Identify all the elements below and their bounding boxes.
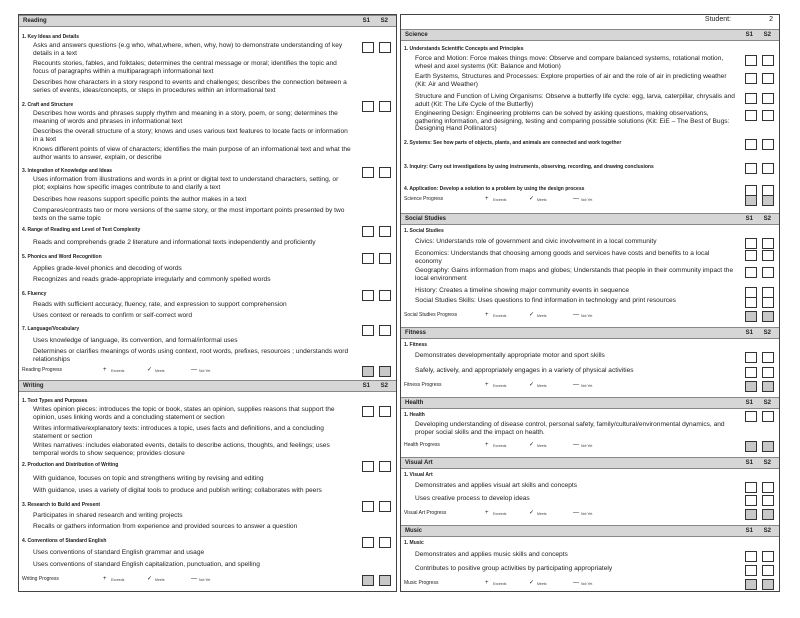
subsection-title: 1. Music (404, 540, 424, 546)
semester-2-label: S2 (763, 528, 771, 534)
check-legend-label: Meets (537, 198, 547, 202)
checkbox-pair (401, 495, 779, 506)
semester-1-checkbox[interactable] (745, 163, 757, 174)
semester-2-checkbox[interactable] (762, 93, 774, 104)
semester-1-checkbox[interactable] (745, 565, 757, 576)
progress-label: Visual Art Progress (404, 510, 447, 516)
standard-item: Knows different points of view of characters; identifies the main purpose of an informational text and what the author wants to answer, explain, or describe (33, 146, 351, 161)
semester-2-checkbox[interactable] (762, 139, 774, 150)
section-header-visual (401, 457, 779, 469)
checkbox-pair (401, 250, 779, 261)
section-title: Science (405, 32, 428, 38)
plus-legend-label: Exceeds (111, 578, 125, 582)
section-title: Health (405, 400, 424, 406)
plus-legend-label: Exceeds (493, 582, 507, 586)
section-title: Music (405, 528, 423, 534)
section-header-music (401, 525, 779, 537)
semester-2-checkbox[interactable] (379, 366, 391, 377)
subsection-title: 1. Understands Scientific Concepts and Principles (404, 46, 524, 52)
plus-icon: + (103, 367, 107, 373)
section-header-social (401, 213, 779, 225)
checkbox-pair (401, 195, 779, 206)
semester-1-label: S1 (362, 18, 370, 24)
dash-icon: — (573, 442, 579, 448)
standard-item: Demonstrates developmentally appropriate motor and sport skills (415, 352, 605, 359)
check-legend-label: Meets (537, 512, 547, 516)
progress-label: Writing Progress (22, 576, 59, 582)
semester-2-checkbox[interactable] (762, 311, 774, 322)
progress-label: Health Progress (404, 442, 440, 448)
checkbox-pair (19, 366, 396, 377)
semester-1-checkbox[interactable] (745, 93, 757, 104)
subsection-title: 1. Visual Art (404, 472, 433, 478)
checkbox-pair (401, 579, 779, 590)
semester-2-checkbox[interactable] (762, 238, 774, 249)
semester-1-checkbox[interactable] (745, 250, 757, 261)
standard-item: Safely, actively, and appropriately engages in a variety of physical activities (415, 367, 634, 374)
semester-1-checkbox[interactable] (362, 226, 374, 237)
semester-2-checkbox[interactable] (762, 55, 774, 66)
check-legend-label: Meets (155, 369, 165, 373)
subsection-title: 1. Fitness (404, 342, 428, 348)
dash-icon: — (573, 580, 579, 586)
standard-item: Writes informative/explanatory texts: introduces a topic, uses facts and definitions, and a concluding statement or section (33, 425, 324, 440)
plus-legend-label: Exceeds (493, 314, 507, 318)
semester-2-checkbox[interactable] (762, 352, 774, 363)
checkbox-pair (401, 297, 779, 308)
semester-2-checkbox[interactable] (762, 495, 774, 506)
progress-label: Reading Progress (22, 367, 63, 373)
section-title: Fitness (405, 330, 427, 336)
checkbox-pair (401, 267, 779, 278)
check-icon: ✓ (529, 196, 535, 202)
progress-label: Social Studies Progress (404, 312, 458, 318)
semester-2-label: S2 (763, 460, 771, 466)
check-icon: ✓ (529, 382, 535, 388)
semester-2-checkbox[interactable] (762, 267, 774, 278)
semester-2-label: S2 (380, 18, 388, 24)
subsection-title: 5. Phonics and Word Recognition (22, 254, 102, 260)
semester-2-label: S2 (763, 32, 771, 38)
standard-item: Earth Systems, Structures and Processes: Explore properties of air and the role of air in predicting weather (Kit: Air and Weather) (415, 73, 727, 88)
dash-legend-label: Not Yet (199, 369, 211, 373)
semester-1-checkbox[interactable] (745, 482, 757, 493)
dash-icon: — (191, 367, 197, 373)
semester-1-checkbox[interactable] (362, 42, 374, 53)
semester-1-checkbox[interactable] (745, 551, 757, 562)
subsection-title: 6. Fluency (22, 291, 47, 297)
semester-2-checkbox[interactable] (762, 565, 774, 576)
checkbox-pair (401, 163, 779, 174)
semester-1-label: S1 (745, 528, 753, 534)
standard-item: Reads and comprehends grade 2 literature and informational texts independently and proficiently (33, 239, 316, 246)
semester-1-label: S1 (745, 460, 753, 466)
checkbox-pair (401, 482, 779, 493)
checkbox-pair (401, 238, 779, 249)
semester-2-checkbox[interactable] (762, 195, 774, 206)
subsection-title: 7. Language/Vocabulary (22, 326, 80, 332)
checkbox-pair (19, 406, 396, 417)
check-legend-label: Meets (537, 444, 547, 448)
plus-icon: + (485, 442, 489, 448)
section-title: Social Studies (405, 216, 447, 222)
page-number: 2 (769, 16, 773, 23)
semester-1-checkbox[interactable] (745, 73, 757, 84)
left-content (19, 15, 396, 591)
standard-item: Describes how characters in a story respond to events and challenges; describes the connection between a series of events, ideas/concepts, or steps in procedures within an informational text (33, 79, 347, 94)
dash-icon: — (573, 312, 579, 318)
standard-item: Civics: Understands role of government and civic involvement in a local community (415, 238, 657, 245)
semester-1-checkbox[interactable] (745, 509, 757, 520)
section-header-writing (19, 380, 396, 392)
plus-legend-label: Exceeds (493, 444, 507, 448)
standard-item: Force and Motion: Force makes things move: Observe and compare balanced systems, rotational motion, wheel and axel systems (Kit: Balance and Motion) (415, 55, 724, 70)
section-header-health (401, 397, 779, 409)
right-column (400, 14, 780, 592)
standard-item: Uses conventions of standard English capitalization, punctuation, and spelling (33, 561, 260, 568)
standard-item: Reads with sufficient accuracy, fluency, rate, and expression to support comprehension (33, 301, 287, 308)
standard-item: Recognizes and reads grade-appropriate irregularly and commonly spelled words (33, 276, 271, 283)
check-icon: ✓ (529, 580, 535, 586)
standard-item: Demonstrates and applies visual art skills and concepts (415, 482, 577, 489)
check-icon: ✓ (147, 367, 153, 373)
semester-1-checkbox[interactable] (362, 290, 374, 301)
semester-1-checkbox[interactable] (745, 352, 757, 363)
semester-2-checkbox[interactable] (379, 575, 391, 586)
semester-2-label: S2 (763, 330, 771, 336)
checkbox-pair (401, 311, 779, 322)
semester-2-checkbox[interactable] (379, 461, 391, 472)
standard-item: Geography: Gains information from maps and globes; Understands that people in their community impact the local environment (415, 267, 734, 282)
plus-icon: + (485, 196, 489, 202)
standard-item: Social Studies Skills: Uses questions to find information in technology and print resources (415, 297, 676, 304)
semester-2-checkbox[interactable] (379, 290, 391, 301)
checkbox-pair (401, 565, 779, 576)
plus-icon: + (485, 510, 489, 516)
checkbox-pair (19, 461, 396, 472)
check-legend-label: Meets (155, 578, 165, 582)
semester-1-checkbox[interactable] (745, 495, 757, 506)
semester-2-label: S2 (763, 216, 771, 222)
standard-item: Participates in shared research and writing projects (33, 512, 183, 519)
plus-legend-label: Exceeds (493, 384, 507, 388)
checkbox-pair (401, 509, 779, 520)
semester-1-checkbox[interactable] (745, 238, 757, 249)
dash-legend-label: Not Yet (581, 444, 593, 448)
checkbox-pair (401, 551, 779, 562)
progress-label: Music Progress (404, 580, 439, 586)
checkbox-pair (19, 575, 396, 586)
left-column (18, 14, 397, 592)
checkbox-pair (19, 42, 396, 53)
subsection-title: 4. Application: Develop a solution to a problem by using the design process (404, 186, 585, 192)
checkbox-pair (401, 381, 779, 392)
subsection-title: 4. Conventions of Standard English (22, 538, 107, 544)
checkbox-pair (19, 290, 396, 301)
standard-item: With guidance, focuses on topic and strengthens writing by revising and editing (33, 475, 264, 482)
standard-item: Uses information from illustrations and words in a print or digital text to understand characters, setting, or plot; explains how specific images contribute to and clarify a text (33, 176, 339, 191)
standard-item: Describes how words and phrases supply rhythm and meaning in a story, poem, or song; determines the meaning of words and phrases in informational text (33, 110, 338, 125)
student-label: Student: (704, 16, 731, 23)
semester-2-checkbox[interactable] (379, 406, 391, 417)
checkbox-pair (19, 501, 396, 512)
dash-legend-label: Not Yet (581, 314, 593, 318)
semester-1-checkbox[interactable] (745, 297, 757, 308)
section-title: Writing (23, 383, 44, 389)
section-header-reading (19, 15, 396, 27)
plus-icon: + (103, 576, 107, 582)
check-icon: ✓ (147, 576, 153, 582)
semester-2-checkbox[interactable] (379, 325, 391, 336)
check-legend-label: Meets (537, 384, 547, 388)
checkbox-pair (401, 139, 779, 150)
right-content (401, 15, 779, 591)
checkbox-pair (401, 110, 779, 121)
semester-1-checkbox[interactable] (362, 366, 374, 377)
check-legend-label: Meets (537, 582, 547, 586)
plus-legend-label: Exceeds (493, 512, 507, 516)
dash-icon: — (191, 576, 197, 582)
standard-item: Describes the overall structure of a story; knows and uses various text features to locate facts or information in a text (33, 128, 348, 143)
semester-2-checkbox[interactable] (762, 551, 774, 562)
plus-icon: + (485, 312, 489, 318)
semester-2-checkbox[interactable] (762, 441, 774, 452)
semester-1-checkbox[interactable] (362, 325, 374, 336)
semester-1-checkbox[interactable] (362, 253, 374, 264)
semester-2-checkbox[interactable] (762, 381, 774, 392)
standard-item: Recalls or gathers information from experience and provided sources to answer a question (33, 523, 298, 530)
semester-2-checkbox[interactable] (762, 482, 774, 493)
checkbox-pair (401, 73, 779, 84)
dash-legend-label: Not Yet (199, 578, 211, 582)
standard-item: Structure and Function of Living Organisms: Observe a butterfly life cycle: egg, larva, caterpillar, chrysalis and adult (Kit: The Life Cycle of the Butterfly) (415, 93, 735, 108)
semester-1-label: S1 (745, 400, 753, 406)
standard-item: Compares/contrasts two or more versions of the same story, or the most important points presented by two texts on the same topic (33, 207, 345, 222)
semester-1-checkbox[interactable] (362, 461, 374, 472)
semester-1-checkbox[interactable] (362, 575, 374, 586)
semester-2-checkbox[interactable] (762, 297, 774, 308)
standard-item: Asks and answers questions (e.g who, what,where, when, why, how) to demonstrate understanding of key details in a text (33, 42, 343, 57)
standard-item: Recounts stories, fables, and folktales; determines the central message or moral; identifies the topic and focus of paragraphs within a multiparagraph informational text (33, 60, 337, 75)
semester-1-label: S1 (745, 330, 753, 336)
dash-icon: — (573, 510, 579, 516)
semester-2-checkbox[interactable] (379, 501, 391, 512)
semester-1-checkbox[interactable] (745, 110, 757, 121)
plus-legend-label: Exceeds (111, 369, 125, 373)
plus-legend-label: Exceeds (493, 198, 507, 202)
section-title: Visual Art (405, 460, 433, 466)
subsection-title: 1. Health (404, 412, 425, 418)
standard-item: Contributes to positive group activities by participating appropriately (415, 565, 613, 572)
semester-2-checkbox[interactable] (379, 226, 391, 237)
semester-2-checkbox[interactable] (762, 73, 774, 84)
semester-2-checkbox[interactable] (379, 42, 391, 53)
check-icon: ✓ (529, 312, 535, 318)
standard-item: Developing understanding of disease control, personal safety, family/cultural/environmental dynamics, and proper social skills and the impact on health. (415, 421, 725, 436)
semester-1-checkbox[interactable] (362, 501, 374, 512)
semester-2-label: S2 (763, 400, 771, 406)
semester-1-checkbox[interactable] (745, 139, 757, 150)
semester-1-checkbox[interactable] (745, 367, 757, 378)
check-icon: ✓ (529, 510, 535, 516)
semester-2-checkbox[interactable] (762, 367, 774, 378)
section-header-science (401, 29, 779, 41)
semester-2-checkbox[interactable] (379, 537, 391, 548)
standard-item: Applies grade-level phonics and decoding of words (33, 265, 182, 272)
standard-item: With guidance, uses a variety of digital tools to produce and publish writing; collaborates with peers (33, 487, 322, 494)
subsection-title: 1. Social Studies (404, 228, 444, 234)
subsection-title: 3. Inquiry: Carry out investigations by using instruments, observing, recording, and drawing conclusions (404, 164, 654, 170)
checkbox-pair (19, 325, 396, 336)
semester-2-checkbox[interactable] (762, 163, 774, 174)
semester-1-checkbox[interactable] (745, 55, 757, 66)
checkbox-pair (401, 367, 779, 378)
dash-legend-label: Not Yet (581, 198, 593, 202)
section-title: Reading (23, 18, 47, 24)
standard-item: Economics: Understands that choosing among goods and services have costs and benefits to a local economy (415, 250, 710, 265)
standard-item: Describes how reasons support specific points the author makes in a text (33, 196, 247, 203)
checkbox-pair (401, 441, 779, 452)
subsection-title: 2. Craft and Structure (22, 102, 74, 108)
dash-legend-label: Not Yet (581, 582, 593, 586)
checkbox-pair (19, 253, 396, 264)
checkbox-pair (401, 93, 779, 104)
dash-icon: — (573, 382, 579, 388)
standard-item: Demonstrates and applies music skills and concepts (415, 551, 568, 558)
semester-2-checkbox[interactable] (762, 110, 774, 121)
standard-item: Uses context or rereads to confirm or self-correct word (33, 312, 193, 319)
dash-icon: — (573, 196, 579, 202)
semester-2-label: S2 (380, 383, 388, 389)
semester-1-checkbox[interactable] (745, 579, 757, 590)
dash-legend-label: Not Yet (581, 512, 593, 516)
standard-item: Engineering Design: Engineering problems can be solved by asking questions, making observations, gathering information, and designing, testing and comparing possible solutions (Kit: EiE – The Best of Bugs: Designing Hand Pollinators) (415, 110, 730, 133)
check-icon: ✓ (529, 442, 535, 448)
plus-icon: + (485, 580, 489, 586)
subsection-title: 1. Text Types and Purposes (22, 398, 88, 404)
standard-item: History: Creates a timeline showing major community events in sequence (415, 287, 630, 294)
semester-1-checkbox[interactable] (745, 195, 757, 206)
semester-2-checkbox[interactable] (762, 250, 774, 261)
progress-label: Fitness Progress (404, 382, 442, 388)
plus-icon: + (485, 382, 489, 388)
subsection-title: 3. Research to Build and Present (22, 502, 101, 508)
semester-2-checkbox[interactable] (762, 579, 774, 590)
subsection-title: 4. Range of Reading and Level of Text Complexity (22, 227, 141, 233)
semester-1-checkbox[interactable] (745, 267, 757, 278)
check-legend-label: Meets (537, 314, 547, 318)
standard-item: Uses conventions of standard English grammar and usage (33, 549, 205, 556)
semester-1-label: S1 (362, 383, 370, 389)
semester-2-checkbox[interactable] (762, 509, 774, 520)
dash-legend-label: Not Yet (581, 384, 593, 388)
subsection-title: 2. Production and Distribution of Writing (22, 462, 119, 468)
semester-1-checkbox[interactable] (362, 406, 374, 417)
subsection-title: 1. Key Ideas and Details (22, 34, 79, 40)
standard-item: Uses creative process to develop ideas (415, 495, 530, 502)
semester-1-label: S1 (745, 32, 753, 38)
standard-item: Determines or clarifies meanings of words using context, root words, prefixes, resources ; understands word relationships (33, 348, 349, 363)
standard-item: Uses knowledge of language, its convention, and formal/informal uses (33, 337, 238, 344)
checkbox-pair (401, 55, 779, 66)
semester-2-checkbox[interactable] (379, 253, 391, 264)
semester-1-checkbox[interactable] (745, 441, 757, 452)
checkbox-pair (19, 226, 396, 237)
semester-1-checkbox[interactable] (745, 381, 757, 392)
semester-1-checkbox[interactable] (362, 537, 374, 548)
checkbox-pair (401, 352, 779, 363)
subsection-title: 3. Integration of Knowledge and Ideas (22, 168, 113, 174)
semester-1-label: S1 (745, 216, 753, 222)
progress-label: Science Progress (404, 196, 444, 202)
standard-item: Writes narratives: includes elaborated events, details to describe actions, thoughts, and feelings; uses temporal words to show sequence; provides closure (33, 442, 330, 457)
standard-item: Writes opinion pieces: introduces the topic or book, states an opinion, supplies reasons that support the opinion, uses linking words and a concluding statement or section (33, 406, 335, 421)
section-header-fitness (401, 327, 779, 339)
subsection-title: 2. Systems: See how parts of objects, plants, and animals are connected and work together (404, 140, 622, 146)
semester-1-checkbox[interactable] (745, 311, 757, 322)
student-header (401, 15, 779, 25)
checkbox-pair (19, 537, 396, 548)
